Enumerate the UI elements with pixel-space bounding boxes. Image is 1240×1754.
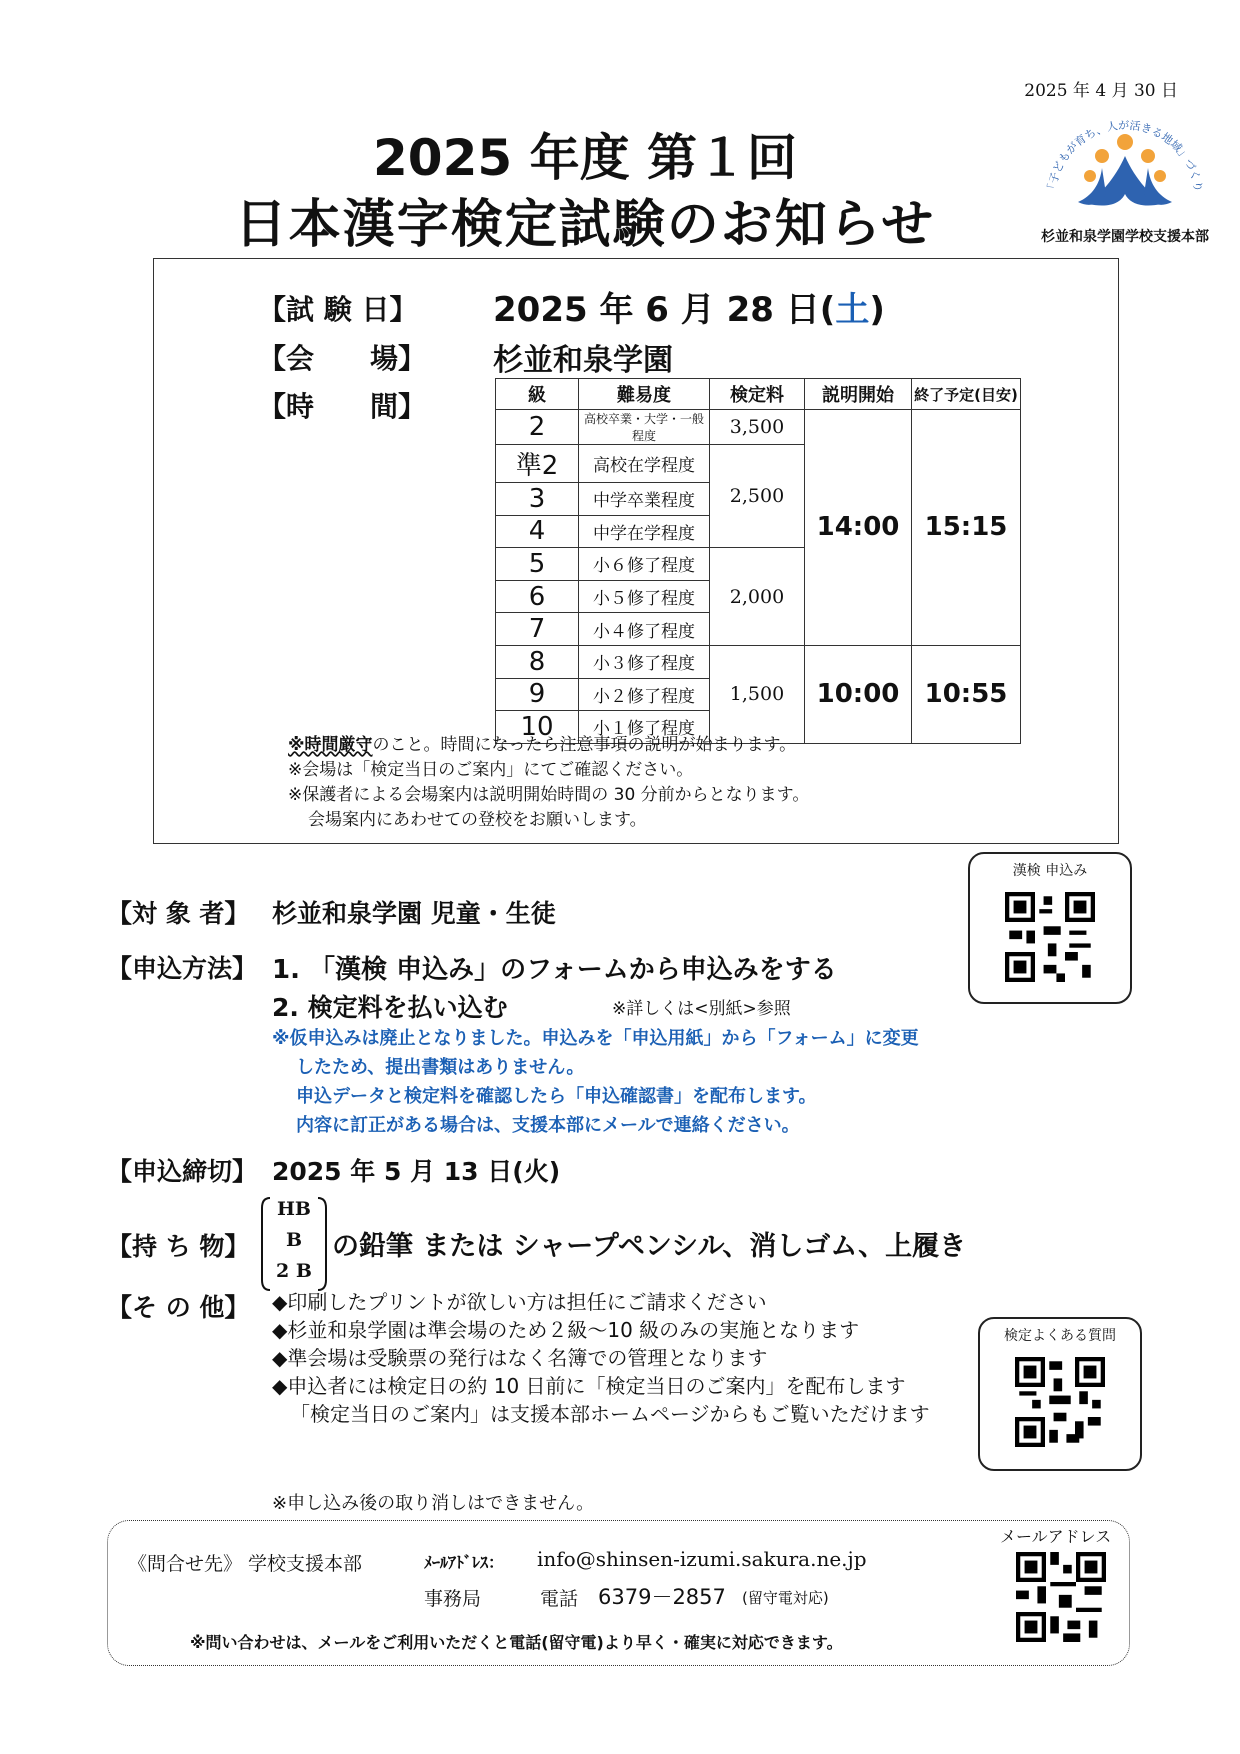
qr-faq-box[interactable] bbox=[978, 1317, 1142, 1471]
venue-label: 【会 場】 bbox=[258, 342, 427, 375]
level-cell: 高校卒業・大学・一般程度 bbox=[579, 410, 710, 445]
qr-code-icon[interactable] bbox=[1005, 892, 1095, 982]
level-cell: 小３修了程度 bbox=[579, 645, 710, 678]
level-cell: 中学在学程度 bbox=[579, 515, 710, 548]
apply-note-3: 申込データと検定料を確認したら「申込確認書」を配布します。 bbox=[296, 1086, 817, 1107]
header-end: 終了予定(目安) bbox=[912, 379, 1021, 410]
tel-label: 電話 bbox=[540, 1588, 579, 1610]
qr-faq-label: 検定よくある質問 bbox=[1004, 1328, 1116, 1344]
apply-note-1: ※仮申込みは廃止となりました。申込みを「申込用紙」から「フォーム」に変更 bbox=[272, 1028, 919, 1049]
grade-cell: 9 bbox=[496, 678, 579, 711]
note-punctuality: ※時間厳守のこと。時間になったら注意事項の説明が始まります。 bbox=[288, 735, 797, 755]
schedule-table bbox=[495, 378, 1021, 744]
other-item-5: 「検定当日のご案内」は支援本部ホームページからもご覧いただけます bbox=[290, 1402, 930, 1426]
header-level: 難易度 bbox=[579, 379, 710, 410]
table-row bbox=[496, 645, 1021, 678]
start-time-cell: 10:00 bbox=[805, 645, 912, 743]
exam-date-value: 2025 年 6 月 28 日(土) bbox=[493, 290, 885, 330]
level-cell: 小６修了程度 bbox=[579, 548, 710, 581]
other-items bbox=[272, 1288, 992, 1428]
pencil-b: B bbox=[285, 1229, 303, 1251]
grade-cell: 5 bbox=[496, 548, 579, 581]
other-item-4: ◆申込者には検定日の約 10 日前に「検定当日のご案内」を配布します bbox=[272, 1374, 906, 1398]
apply-note-4: 内容に訂正がある場合は、支援本部にメールで連絡ください。 bbox=[296, 1115, 800, 1136]
issue-date: 2025 年 4 月 30 日 bbox=[1024, 81, 1178, 101]
page-title-line2: 日本漢字検定試験のお知らせ bbox=[234, 195, 936, 255]
school-logo bbox=[1030, 104, 1220, 244]
level-cell: 小１修了程度 bbox=[579, 711, 710, 744]
start-time-cell: 14:00 bbox=[805, 410, 912, 646]
apply-note-2: したため、提出書類はありません。 bbox=[296, 1057, 585, 1078]
time-label: 【時 間】 bbox=[258, 390, 427, 423]
tel-number[interactable]: 6379－2857 bbox=[598, 1585, 726, 1609]
target-label: 【対 象 者】 bbox=[107, 899, 250, 928]
grade-cell: 10 bbox=[496, 711, 579, 744]
grade-cell: 2 bbox=[496, 410, 579, 445]
contact-label: 《問合せ先》 学校支援本部 bbox=[128, 1553, 363, 1575]
contact-footer-note: ※問い合わせは、メールをご利用いただくと電話(留守電)より早く・確実に対応できます。 bbox=[190, 1633, 843, 1652]
deadline-label: 【申込締切】 bbox=[107, 1157, 258, 1186]
fee-cell: 1,500 bbox=[710, 645, 805, 743]
end-time-cell: 15:15 bbox=[912, 410, 1021, 646]
mail-label: ﾒｰﾙｱﾄﾞﾚｽ： bbox=[424, 1553, 505, 1572]
apply-step-1: 1. 「漢検 申込み」のフォームから申込みをする bbox=[272, 955, 837, 985]
qr-mail-label: メールアドレス bbox=[1000, 1527, 1112, 1546]
level-cell: 中学卒業程度 bbox=[579, 483, 710, 516]
other-item-3: ◆準会場は受験票の発行はなく名簿での管理となります bbox=[272, 1346, 768, 1370]
grade-cell: 7 bbox=[496, 613, 579, 646]
other-item-1: ◆印刷したプリントが欲しい方は担任にご請求ください bbox=[272, 1290, 767, 1314]
pencil-2b: 2 B bbox=[276, 1260, 312, 1282]
exam-weekday: 土 bbox=[835, 290, 870, 330]
box-notes bbox=[288, 733, 1108, 833]
mail-address-link[interactable]: info@shinsen-izumi.sakura.ne.jp bbox=[537, 1547, 867, 1571]
end-time-cell: 10:55 bbox=[912, 645, 1021, 743]
grade-cell: 6 bbox=[496, 580, 579, 613]
qr-apply-box[interactable] bbox=[968, 852, 1132, 1004]
apply-step-2-note: ※詳しくは<別紙>参照 bbox=[612, 999, 791, 1019]
apply-method-label: 【申込方法】 bbox=[107, 954, 258, 983]
qr-code-icon[interactable] bbox=[1015, 1357, 1105, 1447]
grade-cell: 4 bbox=[496, 515, 579, 548]
level-cell: 小５修了程度 bbox=[579, 580, 710, 613]
qr-apply-label: 漢検 申込み bbox=[1012, 863, 1088, 879]
pencil-hb: HB bbox=[276, 1198, 311, 1220]
bracket-icon bbox=[258, 1194, 330, 1294]
logo-slogan: 「子どもが育ち、人が活きる地域」づくり bbox=[1044, 118, 1205, 196]
header-start: 説明開始 bbox=[805, 379, 912, 410]
apply-blue-notes bbox=[272, 1024, 1072, 1140]
grade-cell: 準2 bbox=[496, 445, 579, 483]
pencil-grades bbox=[258, 1194, 330, 1294]
table-row bbox=[496, 410, 1021, 445]
cancel-note: ※申し込み後の取り消しはできません。 bbox=[272, 1493, 595, 1514]
page-title-line1: 2025 年度 第１回 bbox=[373, 129, 797, 187]
note-venue: ※会場は「検定当日のご案内」にてご確認ください。 bbox=[288, 760, 694, 780]
table-header-row bbox=[496, 379, 1021, 410]
other-label: 【そ の 他】 bbox=[107, 1293, 250, 1322]
fee-cell: 3,500 bbox=[710, 410, 805, 445]
level-cell: 小４修了程度 bbox=[579, 613, 710, 646]
belongings-label: 【持 ち 物】 bbox=[107, 1232, 250, 1261]
level-cell: 高校在学程度 bbox=[579, 445, 710, 483]
deadline-value: 2025 年 5 月 13 日(火) bbox=[272, 1157, 561, 1186]
logo-org-name: 杉並和泉学園学校支援本部 bbox=[1041, 229, 1209, 245]
office-label: 事務局 bbox=[424, 1588, 482, 1610]
note-guardian: ※保護者による会場案内は説明開始時間の 30 分前からとなります。 bbox=[288, 785, 810, 805]
qr-code-icon[interactable] bbox=[1016, 1552, 1106, 1642]
grade-cell: 8 bbox=[496, 645, 579, 678]
exam-date-label: 【試 験 日】 bbox=[258, 293, 418, 326]
venue-value: 杉並和泉学園 bbox=[493, 343, 673, 378]
fee-cell: 2,000 bbox=[710, 548, 805, 646]
fee-cell: 2,500 bbox=[710, 445, 805, 548]
header-grade: 級 bbox=[496, 379, 579, 410]
note-arrival: 会場案内にあわせての登校をお願いします。 bbox=[308, 810, 647, 830]
target-value: 杉並和泉学園 児童・生徒 bbox=[272, 899, 556, 928]
header-fee: 検定料 bbox=[710, 379, 805, 410]
tel-note: (留守電対応) bbox=[742, 1589, 829, 1607]
belongings-value: の鉛筆 または シャープペンシル、消しゴム、上履き bbox=[332, 1231, 967, 1262]
other-item-2: ◆杉並和泉学園は準会場のため２級～10 級のみの実施となります bbox=[272, 1318, 860, 1342]
grade-cell: 3 bbox=[496, 483, 579, 516]
level-cell: 小２修了程度 bbox=[579, 678, 710, 711]
apply-step-2: 2. 検定料を払い込む bbox=[272, 993, 508, 1022]
